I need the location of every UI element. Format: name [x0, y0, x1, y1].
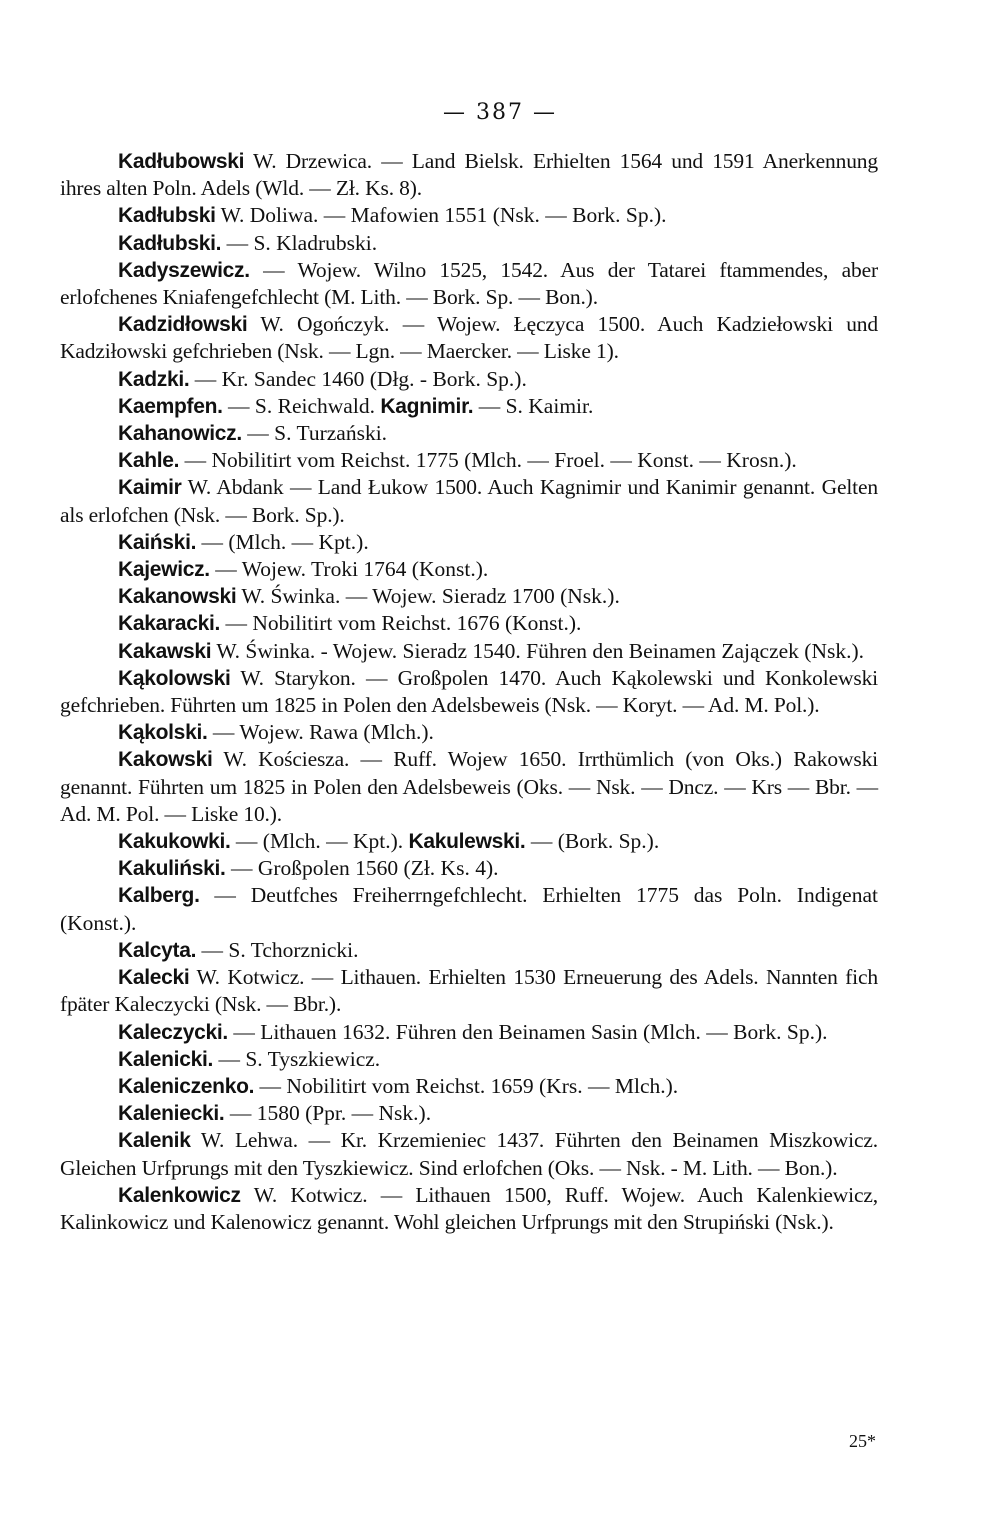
entry: [60, 1073, 878, 1100]
entry-name: Kahanowicz.: [118, 422, 242, 446]
entry-text: W. Abdank — Land Łukow 1500. Auch Kagnimir und Kanimir genannt. Gelten als erlofchen (Nsk. — Bork. Sp.).: [60, 475, 878, 527]
entry: [60, 665, 878, 719]
entry: [60, 230, 878, 257]
entry-name: Kajewicz.: [118, 558, 210, 582]
entry-name: Kaleniczenko.: [118, 1074, 255, 1098]
entry-text: W. Świnka. - Wojew. Sieradz 1540. Führen den Beinamen Zajączek (Nsk.).: [211, 638, 865, 663]
entry-name: Kadzki.: [118, 367, 190, 391]
entry-name: Kalenicki.: [118, 1047, 214, 1071]
entry: [60, 474, 878, 528]
entry-text: W. Kościesza. — Ruff. Wojew 1650. Irrthümlich (von Oks.) Rakowski genannt. Führten um 1825 in Polen den Adelsbeweis (Oks. — Nsk. — Dncz. — Krs — Bbr. — Ad. M. Pol. — Liske 10.).: [60, 747, 878, 826]
entry-name: Kakawski: [118, 639, 212, 663]
entry-text: — S. Reichwald.: [222, 393, 381, 418]
entry-list: [60, 148, 878, 1236]
entry-text: W. Starykon. — Großpolen 1470. Auch Kąkolewski und Konkolewski gefchrieben. Führten um 1825 in Polen den Adelsbeweis (Nsk. — Koryt. — Ad. M. Pol.).: [60, 665, 878, 718]
entry-name: Kąkolowski: [118, 666, 231, 690]
entry: [60, 937, 878, 964]
entry: [60, 882, 878, 936]
entry-text: W. Świnka. — Wojew. Sieradz 1700 (Nsk.).: [236, 584, 620, 609]
entry: [60, 148, 878, 202]
entry-name: Kaiński.: [118, 530, 197, 554]
entry-text: — 1580 (Ppr. — Nsk.).: [224, 1101, 432, 1126]
entry-text: — (Mlch. — Kpt.).: [196, 529, 369, 554]
entry-text: — Nobilitirt vom Reichst. 1659 (Krs. — Mlch.).: [254, 1073, 679, 1098]
entry: [60, 610, 878, 637]
entry-text: — Deutfches Freiherrngefchlecht. Erhielten 1775 das Poln. Indigenat (Konst.).: [60, 883, 878, 935]
entry: [60, 1182, 878, 1236]
entry-text: — S. Turzański.: [241, 421, 388, 446]
entry-name: Kaleczycki.: [118, 1020, 228, 1044]
entry-text: — Nobilitirt vom Reichst. 1676 (Konst.).: [220, 611, 582, 636]
entry-text: — S. Tyszkiewicz.: [213, 1046, 381, 1071]
entry: [60, 1019, 878, 1046]
entry: [60, 638, 878, 665]
entry-text: — (Bork. Sp.).: [525, 829, 660, 854]
entry: [60, 420, 878, 447]
entry-name: Kalenik: [118, 1129, 191, 1153]
entry-name: Kahle.: [118, 449, 180, 473]
entry: [60, 529, 878, 556]
entry-name: Kalenkowicz: [118, 1183, 241, 1207]
page-number: — 387 —: [443, 100, 557, 125]
entry-name: Kadyszewicz.: [118, 258, 250, 282]
entry: [60, 202, 878, 229]
entry-text: — Nobilitirt vom Reichst. 1775 (Mlch. — Froel. — Konst. — Krosn.).: [179, 448, 797, 473]
entry: [60, 393, 878, 420]
entry: [60, 366, 878, 393]
entry-text: — Lithauen 1632. Führen den Beinamen Sasin (Mlch. — Bork. Sp.).: [227, 1019, 828, 1044]
entry-name: Kadłubski: [118, 204, 216, 228]
entry-text: — Wojew. Wilno 1525, 1542. Aus der Tatarei ftammendes, aber erlofchenes Kniafengefchlecht (M. Lith. — Bork. Sp. — Bon.).: [60, 257, 878, 310]
entry: [60, 746, 878, 828]
entry-name: Kaimir: [118, 476, 182, 500]
entry-name: Kadłubski.: [118, 231, 222, 255]
entry-name: Kakaracki.: [118, 612, 221, 636]
entry-name: Kalcyta.: [118, 938, 197, 962]
signature-mark: 25*: [849, 1431, 876, 1451]
entry-name: Kąkolski.: [118, 721, 208, 745]
entry-name: Kakulewski.: [408, 830, 526, 854]
entry-name: Kakukowki.: [118, 830, 231, 854]
entry-text: W. Lehwa. — Kr. Krzemieniec 1437. Führten den Beinamen Miszkowicz. Gleichen Urfprungs mit den Tyszkiewicz. Sind erlofchen (Oks. — Nsk. - M. Lith. — Bon.).: [60, 1128, 878, 1180]
entry: [60, 311, 878, 365]
entry-text: — S. Kladrubski.: [221, 230, 378, 255]
entry-text: — S. Kaimir.: [473, 393, 594, 418]
entry-text: W. Doliwa. — Mafowien 1551 (Nsk. — Bork. Sp.).: [215, 203, 667, 228]
entry-text: — S. Tchorznicki.: [196, 937, 359, 962]
entry: [60, 1127, 878, 1181]
entry-text: W. Drzewica. — Land Bielsk. Erhielten 1564 und 1591 Anerkennung ihres alten Poln. Adels (Wld. — Zł. Ks. 8).: [60, 149, 878, 201]
entry-name: Kagnimir.: [380, 394, 474, 418]
entry-name: Kakanowski: [118, 585, 237, 609]
entry-text: — Wojew. Rawa (Mlch.).: [207, 720, 434, 745]
entry-name: Kaempfen.: [118, 394, 223, 418]
entry-name: Kalecki: [118, 966, 190, 990]
entry-name: Kadzidłowski: [118, 313, 248, 337]
entry: [60, 447, 878, 474]
entry: [60, 1046, 878, 1073]
entry-text: — Großpolen 1560 (Zł. Ks. 4).: [225, 856, 499, 881]
entry: [60, 257, 878, 311]
entry-text: — Kr. Sandec 1460 (Dłg. - Bork. Sp.).: [189, 366, 527, 391]
entry-text: — (Mlch. — Kpt.).: [230, 829, 409, 854]
entry: [60, 556, 878, 583]
entry-text: W. Ogończyk. — Wojew. Łęczyca 1500. Auch Kadziełowski und Kadziłowski gefchrieben (Nsk. — Lgn. — Maercker. — Liske 1).: [60, 312, 878, 364]
entry: [60, 828, 878, 855]
entry: [60, 719, 878, 746]
entry: [60, 583, 878, 610]
entry-text: W. Kotwicz. — Lithauen. Erhielten 1530 Erneuerung des Adels. Nannten fich fpäter Kaleczycki (Nsk. — Bbr.).: [60, 965, 878, 1017]
entry: [60, 855, 878, 882]
entry: [60, 964, 878, 1018]
entry-text: — Wojew. Troki 1764 (Konst.).: [209, 557, 489, 582]
entry-name: Kaleniecki.: [118, 1102, 225, 1126]
entry-text: W. Kotwicz. — Lithauen 1500, Ruff. Wojew. Auch Kalenkiewicz, Kalinkowicz und Kalenowicz genannt. Wohl gleichen Urfprungs mit den Strupiński (Nsk.).: [60, 1182, 878, 1234]
entry: [60, 1100, 878, 1127]
entry-name: Kalberg.: [118, 884, 200, 908]
entry-name: Kakuliński.: [118, 857, 226, 881]
entry-name: Kakowski: [118, 748, 213, 772]
entry-name: Kadłubowski: [118, 150, 245, 173]
